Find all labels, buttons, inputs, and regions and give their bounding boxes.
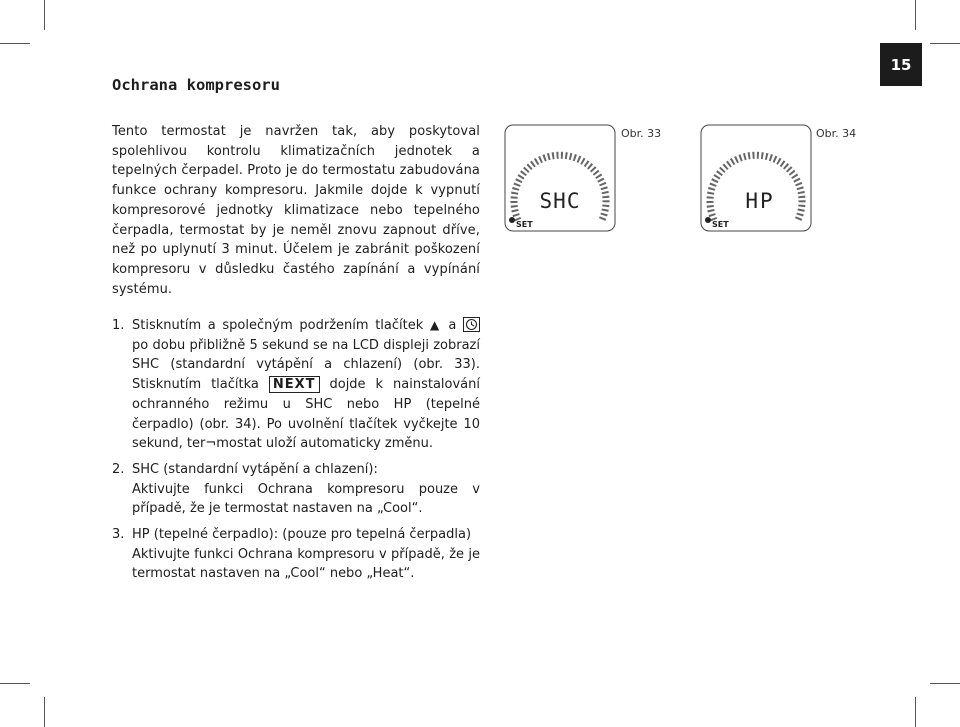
- step-body: Aktivujte funkci Ochrana kompresoru pouze v případě, že je termostat nastaven na „Cool“.: [132, 481, 480, 517]
- step-3: [112, 525, 480, 584]
- crop-mark: [930, 43, 960, 44]
- step-heading: SHC (standardní vytápění a chlazení):: [132, 461, 378, 477]
- section-title: Ochrana kompresoru: [112, 76, 280, 94]
- step-number: 1.: [112, 318, 125, 333]
- step-1: [112, 316, 480, 454]
- set-label: SET: [712, 220, 729, 229]
- step-text: Stisknutím a společným podržením tlačítek: [132, 318, 424, 333]
- crop-mark: [915, 0, 916, 30]
- steps-list: [112, 316, 480, 590]
- step-text: a: [448, 318, 457, 333]
- hand-icon: [509, 217, 515, 223]
- crop-mark: [915, 697, 916, 727]
- figure-label: Obr. 34: [816, 127, 857, 140]
- step-number: 2.: [112, 461, 125, 477]
- clock-key-icon: [463, 317, 480, 332]
- step-body: Aktivujte funkci Ochrana kompresoru v případě, že je termostat nastaven na „Cool“ nebo „Heat“.: [132, 546, 480, 582]
- hand-icon: [705, 217, 711, 223]
- step-text: dojde k nainstalování ochranného režimu u SHC nebo HP (tepelné čerpadlo) (obr. 34). Po uvolnění tlačítek vyčkejte 10 sekund, ter¬mostat uloží automaticky změnu.: [132, 377, 480, 452]
- crop-mark: [0, 43, 30, 44]
- up-arrow-key-icon: ▲: [429, 318, 442, 332]
- intro-paragraph: Tento termostat je navržen tak, aby poskytoval spolehlivou kontrolu klimatizačních jednotek a tepelných čerpadel. Proto je do termostatu zabudována funkce ochrany kompresoru. Jakmile dojde k vypnutí kompresorové jednotky klimatizace nebo tepelného čerpadla, termostat by je neměl znovu zapnout dříve, než po uplynutí 3 minut. Účelem je zabránit poškození kompresoru v důsledku častého zapínání a vypínání systému.: [112, 124, 480, 297]
- crop-mark: [930, 683, 960, 684]
- step-text: po dobu přibližně 5 sekund se na LCD displeji zobrazí SHC (standardní vytápění a chlazení) (obr. 33). Stisknutím tlačítka: [132, 337, 480, 393]
- step-number: 3.: [112, 527, 125, 543]
- step-2: [112, 460, 480, 519]
- crop-mark: [44, 697, 45, 727]
- thermostat-figure-shc: [504, 124, 616, 232]
- lcd-display-text: HP: [745, 189, 775, 213]
- lcd-display-text: SHC: [539, 189, 581, 213]
- crop-mark: [44, 0, 45, 30]
- next-key-icon: NEXT: [269, 376, 320, 393]
- figure-label: Obr. 33: [621, 127, 662, 140]
- crop-mark: [0, 683, 30, 684]
- step-heading: HP (tepelné čerpadlo): (pouze pro tepelná čerpadla): [132, 527, 472, 543]
- set-label: SET: [516, 220, 533, 229]
- thermostat-figure-hp: [700, 124, 812, 232]
- page-number: 15: [880, 43, 922, 86]
